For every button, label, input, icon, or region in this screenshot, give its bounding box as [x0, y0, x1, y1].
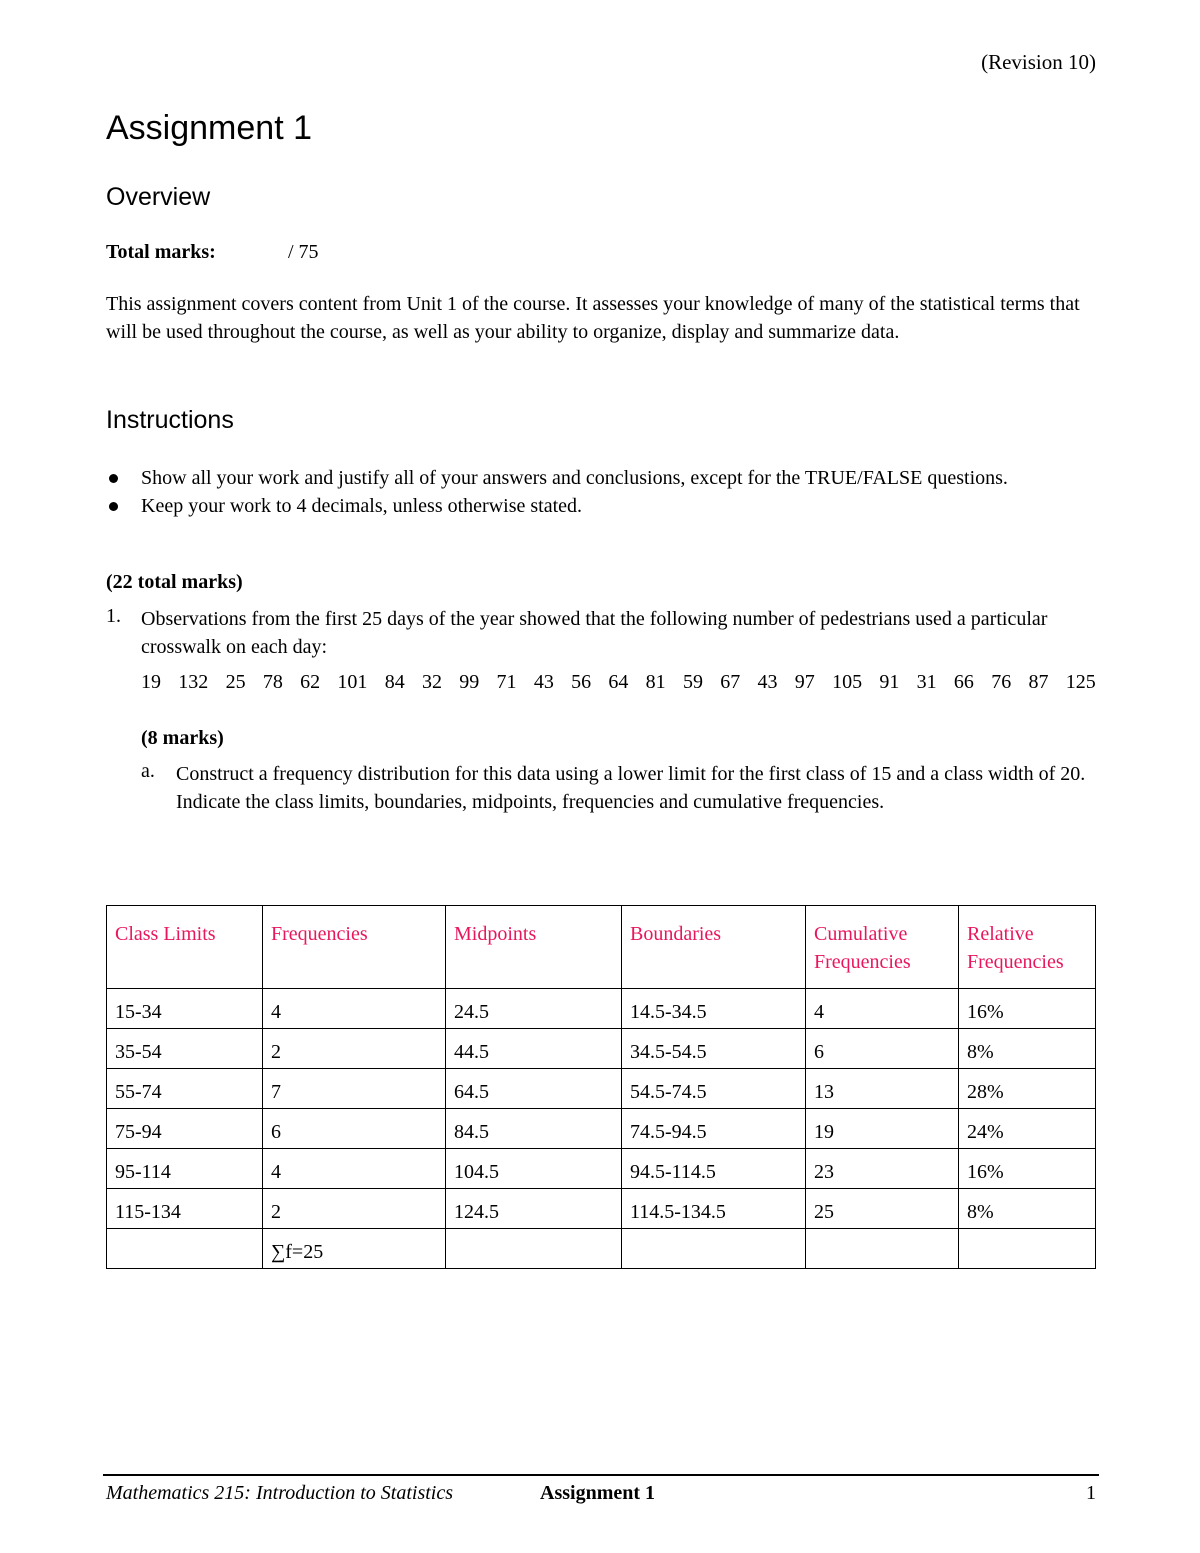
table-row [107, 1109, 1096, 1149]
data-value: 76 [991, 671, 1012, 693]
data-value: 25 [225, 671, 246, 693]
table-cell: 74.5-94.5 [622, 1109, 806, 1149]
total-marks-label: Total marks: [106, 241, 216, 263]
data-value: 132 [178, 671, 209, 693]
total-marks [106, 241, 319, 264]
instructions-list [106, 464, 1096, 520]
page-title: Assignment 1 [106, 109, 312, 147]
table-cell: 84.5 [446, 1109, 622, 1149]
table-cell: 7 [263, 1069, 446, 1109]
page-number: 1 [1086, 1482, 1096, 1504]
table-cell: 95-114 [107, 1149, 263, 1189]
footer-assignment: Assignment 1 [540, 1482, 656, 1504]
data-value: 59 [682, 671, 703, 693]
data-value: 91 [879, 671, 900, 693]
data-value: 56 [571, 671, 592, 693]
subquestion-letter: a. [141, 760, 155, 782]
column-header: Cumulative Frequencies [806, 906, 959, 989]
data-value: 84 [384, 671, 405, 693]
data-value: 43 [533, 671, 554, 693]
column-header: Relative Frequencies [959, 906, 1096, 989]
table-cell: 13 [806, 1069, 959, 1109]
table-row [107, 989, 1096, 1029]
intro-paragraph: This assignment covers content from Unit 1 of the course. It assesses your knowledge of many of the statistical terms that will be used throughout the course, as well as your ability to organize, display and summarize data. [106, 293, 1080, 343]
instruction-text: Keep your work to 4 decimals, unless otherwise stated. [141, 495, 583, 517]
footer-divider [103, 1474, 1099, 1476]
table-cell: 19 [806, 1109, 959, 1149]
table-cell: 8% [959, 1029, 1096, 1069]
table-cell [622, 1229, 806, 1269]
bullet-icon [109, 502, 118, 511]
revision-label: (Revision 10) [981, 50, 1096, 74]
data-value: 99 [459, 671, 480, 693]
table-row [107, 1149, 1096, 1189]
table-cell: 6 [263, 1109, 446, 1149]
data-values [141, 671, 1096, 694]
data-value: 71 [496, 671, 517, 693]
table-cell [806, 1229, 959, 1269]
table-cell: 114.5-134.5 [622, 1189, 806, 1229]
list-item [106, 492, 1096, 520]
table-cell: 14.5-34.5 [622, 989, 806, 1029]
table-cell: 124.5 [446, 1189, 622, 1229]
column-header: Class Limits [107, 906, 263, 989]
question-number: 1. [106, 605, 121, 627]
table-cell: 115-134 [107, 1189, 263, 1229]
overview-heading: Overview [106, 183, 211, 211]
table-header-row [107, 906, 1096, 989]
data-value: 87 [1028, 671, 1049, 693]
table-cell: 2 [263, 1029, 446, 1069]
column-header: Boundaries [622, 906, 806, 989]
data-value: 32 [421, 671, 442, 693]
table-cell: 16% [959, 1149, 1096, 1189]
list-item [106, 464, 1096, 492]
data-value: 64 [608, 671, 629, 693]
table-cell: 64.5 [446, 1069, 622, 1109]
table-row [107, 1029, 1096, 1069]
table-cell: 24.5 [446, 989, 622, 1029]
subquestion-text: Construct a frequency distribution for this data using a lower limit for the first class of 15 and a class width of 20. Indicate the class limits, boundaries, midpoints, frequencies and cumulative frequencies. [176, 763, 1086, 813]
table-cell: 35-54 [107, 1029, 263, 1069]
data-value: 125 [1065, 671, 1096, 693]
table-cell: 15-34 [107, 989, 263, 1029]
table-cell: 4 [263, 1149, 446, 1189]
data-value: 19 [141, 671, 161, 693]
table-cell: 28% [959, 1069, 1096, 1109]
table-cell: 75-94 [107, 1109, 263, 1149]
table-cell: 55-74 [107, 1069, 263, 1109]
table-row [107, 1189, 1096, 1229]
table-row [107, 1229, 1096, 1269]
data-value: 62 [300, 671, 321, 693]
table-cell: 8% [959, 1189, 1096, 1229]
question-text: Observations from the first 25 days of the year showed that the following number of pedestrians used a particular crosswalk on each day: [141, 608, 1048, 658]
table-cell [959, 1229, 1096, 1269]
table-cell: 4 [263, 989, 446, 1029]
data-value: 66 [953, 671, 974, 693]
bullet-icon [109, 474, 118, 483]
instruction-text: Show all your work and justify all of your answers and conclusions, except for the TRUE/FALSE questions. [141, 467, 1008, 489]
data-value: 43 [757, 671, 778, 693]
data-value: 67 [720, 671, 741, 693]
table-cell: 94.5-114.5 [622, 1149, 806, 1189]
table-cell: 6 [806, 1029, 959, 1069]
data-value: 81 [645, 671, 666, 693]
section-marks: (22 total marks) [106, 571, 243, 593]
column-header: Midpoints [446, 906, 622, 989]
data-value: 101 [337, 671, 368, 693]
table-cell: 23 [806, 1149, 959, 1189]
table-cell: 4 [806, 989, 959, 1029]
table-cell: 34.5-54.5 [622, 1029, 806, 1069]
table-cell: 54.5-74.5 [622, 1069, 806, 1109]
table-cell: 24% [959, 1109, 1096, 1149]
data-value: 105 [832, 671, 863, 693]
table-cell [107, 1229, 263, 1269]
data-value: 78 [262, 671, 283, 693]
table-cell: 44.5 [446, 1029, 622, 1069]
table-cell: ∑f=25 [263, 1229, 446, 1269]
subquestion-marks: (8 marks) [141, 727, 224, 749]
data-value: 97 [794, 671, 815, 693]
column-header: Frequencies [263, 906, 446, 989]
data-value: 31 [916, 671, 937, 693]
table-row [107, 1069, 1096, 1109]
table-cell: 104.5 [446, 1149, 622, 1189]
table-cell: 25 [806, 1189, 959, 1229]
instructions-heading: Instructions [106, 406, 234, 434]
frequency-table [106, 905, 1096, 1269]
table-cell [446, 1229, 622, 1269]
table-cell: 2 [263, 1189, 446, 1229]
table-cell: 16% [959, 989, 1096, 1029]
footer-course: Mathematics 215: Introduction to Statistics [106, 1482, 454, 1504]
total-marks-value: / 75 [288, 241, 319, 263]
